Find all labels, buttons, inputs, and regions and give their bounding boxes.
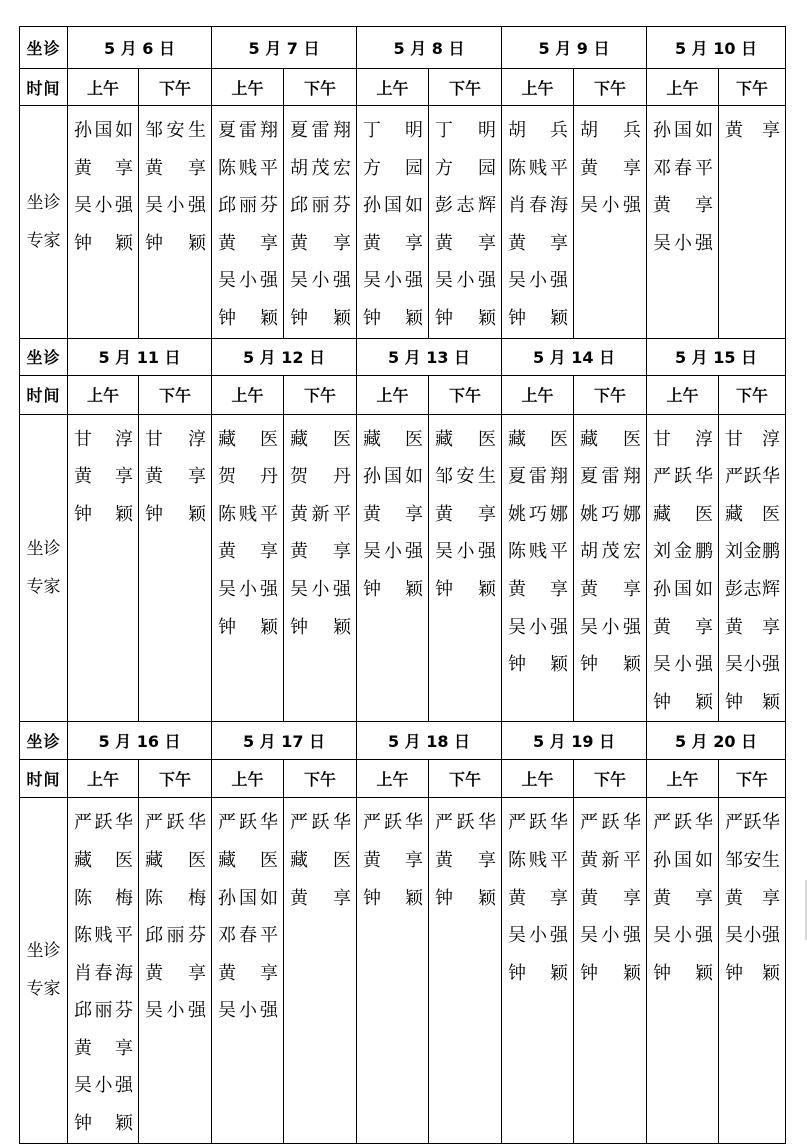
expert-name: 严 跃 华	[725, 812, 780, 834]
afternoon-header: 下午	[574, 69, 647, 106]
time-label-top: 坐诊	[20, 722, 68, 760]
expert-name: 方 园	[435, 157, 496, 179]
afternoon-experts	[284, 106, 357, 339]
expert-name: 吴 小 强	[508, 270, 568, 292]
expert-name: 孙 国 如	[653, 578, 713, 600]
expert-name: 孙 国 如	[653, 849, 713, 871]
expert-name: 严 跃 华	[653, 466, 713, 488]
expert-name: 吴 小 强	[580, 925, 641, 947]
expert-name: 方 园	[363, 157, 423, 179]
morning-experts	[212, 798, 284, 1143]
expert-name: 吴 小 强	[435, 270, 496, 292]
afternoon-experts	[429, 414, 502, 722]
afternoon-header: 下午	[139, 375, 212, 414]
afternoon-experts	[574, 414, 647, 722]
expert-name: 夏 雷 翔	[580, 466, 641, 488]
expert-name: 邱 丽 芬	[218, 195, 278, 217]
morning-header: 上午	[357, 375, 429, 414]
expert-name: 黄 享	[508, 887, 568, 909]
expert-name: 藏 医	[725, 503, 780, 525]
time-label-top: 坐诊	[20, 27, 68, 69]
expert-name: 钟 颖	[508, 307, 568, 329]
expert-name: 吴 小 强	[290, 578, 351, 600]
expert-name: 姚 巧 娜	[508, 503, 568, 525]
expert-name: 邹 安 生	[725, 849, 780, 871]
expert-name: 孙 国 如	[218, 887, 278, 909]
expert-name: 吴 小 强	[145, 195, 206, 217]
time-label-bottom: 时间	[20, 69, 68, 106]
expert-name: 吴 小 强	[653, 654, 713, 676]
expert-name: 黄 享	[725, 887, 780, 909]
morning-header: 上午	[647, 69, 719, 106]
afternoon-header: 下午	[284, 375, 357, 414]
time-label-bottom: 时间	[20, 375, 68, 414]
date-row	[20, 27, 786, 69]
expert-name: 钟 颖	[725, 691, 780, 713]
expert-name: 吴 小 强	[145, 1000, 206, 1022]
afternoon-header: 下午	[284, 760, 357, 798]
morning-experts	[68, 414, 139, 722]
expert-name: 吴 小 强	[74, 195, 133, 217]
expert-name: 吴 小 强	[653, 232, 713, 254]
morning-experts	[647, 106, 719, 339]
expert-name: 陈 贱 平	[508, 849, 568, 871]
expert-name: 严 跃 华	[290, 812, 351, 834]
expert-name: 藏 医	[653, 503, 713, 525]
expert-name: 藏 医	[363, 428, 423, 450]
expert-name: 黄 享	[653, 195, 713, 217]
expert-name: 钟 颖	[218, 616, 278, 638]
expert-name: 丁 明	[363, 120, 423, 141]
expert-name: 严 跃 华	[508, 812, 568, 834]
expert-name: 刘 金 鹏	[725, 541, 780, 563]
afternoon-experts	[139, 798, 212, 1143]
expert-name: 黄 享	[435, 849, 496, 871]
afternoon-experts	[574, 798, 647, 1143]
expert-name: 胡 兵	[580, 120, 641, 141]
date-row	[20, 722, 786, 760]
expert-name: 黄 享	[363, 849, 423, 871]
afternoon-experts	[429, 106, 502, 339]
expert-name: 钟 颖	[725, 962, 780, 984]
expert-name: 邹 安 生	[435, 466, 496, 488]
expert-name: 严 跃 华	[74, 812, 133, 834]
expert-name: 钟 颖	[74, 232, 133, 254]
expert-name: 藏 医	[218, 428, 278, 450]
expert-name: 钟 颖	[363, 887, 423, 909]
afternoon-experts	[719, 106, 786, 339]
expert-name: 黄 享	[435, 503, 496, 525]
expert-name: 严 跃 华	[363, 812, 423, 834]
expert-name: 黄 享	[435, 232, 496, 254]
expert-name: 严 跃 华	[725, 466, 780, 488]
expert-name: 孙 国 如	[363, 466, 423, 488]
morning-header: 上午	[212, 760, 284, 798]
expert-name: 钟 颖	[435, 887, 496, 909]
expert-name: 甘 淳	[74, 428, 133, 450]
morning-header: 上午	[647, 375, 719, 414]
expert-name: 邱 丽 芬	[290, 195, 351, 217]
expert-name: 黄 享	[145, 466, 206, 488]
morning-experts	[502, 106, 574, 339]
expert-name: 藏 医	[145, 849, 206, 871]
afternoon-experts	[429, 798, 502, 1143]
expert-name: 吴 小 强	[653, 925, 713, 947]
expert-name: 钟 颖	[218, 307, 278, 329]
expert-name: 邱 丽 芬	[74, 1000, 133, 1022]
expert-name: 夏 雷 翔	[218, 120, 278, 141]
expert-name: 严 跃 华	[653, 812, 713, 834]
expert-name: 钟 颖	[435, 307, 496, 329]
date-header: 5 月 20 日	[647, 722, 786, 760]
expert-name: 黄 享	[508, 578, 568, 600]
expert-name: 钟 颖	[363, 578, 423, 600]
expert-name: 严 跃 华	[435, 812, 496, 834]
morning-experts	[502, 414, 574, 722]
expert-name: 黄 享	[653, 887, 713, 909]
afternoon-header: 下午	[429, 760, 502, 798]
afternoon-experts	[284, 798, 357, 1143]
expert-name: 钟 颖	[653, 691, 713, 713]
afternoon-experts	[139, 414, 212, 722]
morning-experts	[68, 106, 139, 339]
afternoon-header: 下午	[719, 69, 786, 106]
expert-name: 吴 小 强	[580, 195, 641, 217]
expert-name: 严 跃 华	[218, 812, 278, 834]
expert-name: 黄 享	[74, 157, 133, 179]
expert-name: 钟 颖	[74, 503, 133, 525]
expert-name: 黄 享	[290, 541, 351, 563]
expert-name: 黄 享	[508, 232, 568, 254]
date-header: 5 月 18 日	[357, 722, 502, 760]
expert-name: 钟 颖	[145, 503, 206, 525]
expert-name: 藏 医	[290, 428, 351, 450]
afternoon-experts	[139, 106, 212, 339]
half-day-row	[20, 760, 786, 798]
expert-name: 陈 梅	[145, 887, 206, 909]
expert-name: 吴 小 强	[725, 925, 780, 947]
expert-name: 陈 贱 平	[508, 541, 568, 563]
experts-label-line1: 坐诊	[26, 941, 61, 962]
expert-name: 钟 颖	[508, 654, 568, 676]
expert-name: 钟 颖	[290, 616, 351, 638]
expert-name: 甘 淳	[725, 428, 780, 450]
morning-header: 上午	[502, 760, 574, 798]
expert-name: 吴 小 强	[218, 270, 278, 292]
expert-name: 藏 医	[290, 849, 351, 871]
expert-name: 陈 梅	[74, 887, 133, 909]
date-header: 5 月 6 日	[68, 27, 212, 69]
expert-name: 藏 医	[508, 428, 568, 450]
expert-name: 吴 小 强	[218, 578, 278, 600]
morning-experts	[357, 414, 429, 722]
expert-name: 夏 雷 翔	[290, 120, 351, 141]
morning-experts	[357, 798, 429, 1143]
morning-header: 上午	[68, 69, 139, 106]
experts-row	[20, 414, 786, 722]
expert-name: 钟 颖	[580, 654, 641, 676]
afternoon-header: 下午	[139, 760, 212, 798]
date-header: 5 月 8 日	[357, 27, 502, 69]
expert-name: 黄 享	[290, 887, 351, 909]
date-header: 5 月 19 日	[502, 722, 647, 760]
expert-name: 黄 享	[74, 1037, 133, 1059]
expert-name: 贺 丹	[218, 466, 278, 488]
expert-name: 陈 贱 平	[74, 925, 133, 947]
expert-name: 黄 享	[145, 962, 206, 984]
morning-experts	[647, 414, 719, 722]
morning-header: 上午	[212, 375, 284, 414]
date-row	[20, 338, 786, 375]
expert-name: 吴 小 强	[508, 925, 568, 947]
morning-header: 上午	[68, 375, 139, 414]
expert-name: 黄 享	[580, 157, 641, 179]
expert-name: 肖 春 海	[74, 962, 133, 984]
expert-name: 孙 国 如	[653, 120, 713, 141]
expert-name: 邹 安 生	[145, 120, 206, 141]
afternoon-header: 下午	[574, 375, 647, 414]
expert-name: 吴 小 强	[218, 1000, 278, 1022]
expert-name: 钟 颖	[653, 962, 713, 984]
half-day-row	[20, 375, 786, 414]
expert-name: 藏 医	[74, 849, 133, 871]
morning-header: 上午	[212, 69, 284, 106]
experts-label	[20, 106, 68, 339]
expert-name: 邱 丽 芬	[145, 925, 206, 947]
expert-name: 钟 颖	[508, 962, 568, 984]
expert-name: 孙 国 如	[363, 195, 423, 217]
expert-name: 钟 颖	[290, 307, 351, 329]
expert-name: 姚 巧 娜	[580, 503, 641, 525]
expert-name: 黄 享	[218, 962, 278, 984]
date-header: 5 月 14 日	[502, 338, 647, 375]
afternoon-experts	[284, 414, 357, 722]
morning-header: 上午	[502, 375, 574, 414]
expert-name: 丁 明	[435, 120, 496, 141]
expert-name: 严 跃 华	[145, 812, 206, 834]
expert-name: 黄 享	[363, 232, 423, 254]
expert-name: 吴 小 强	[363, 270, 423, 292]
expert-name: 吴 小 强	[725, 654, 780, 676]
afternoon-header: 下午	[429, 375, 502, 414]
expert-name: 吴 小 强	[290, 270, 351, 292]
expert-name: 吴 小 强	[74, 1075, 133, 1097]
afternoon-experts	[574, 106, 647, 339]
expert-name: 黄 享	[580, 887, 641, 909]
expert-name: 黄 享	[725, 120, 780, 141]
experts-label-line2: 专家	[26, 230, 61, 251]
experts-label	[20, 798, 68, 1143]
experts-label	[20, 414, 68, 722]
expert-name: 黄 享	[218, 232, 278, 254]
expert-name: 彭 志 辉	[725, 578, 780, 600]
date-header: 5 月 10 日	[647, 27, 786, 69]
expert-name: 吴 小 强	[508, 616, 568, 638]
experts-label-line1: 坐诊	[26, 192, 61, 213]
expert-name: 黄 新 平	[290, 503, 351, 525]
date-header: 5 月 7 日	[212, 27, 357, 69]
half-day-row	[20, 69, 786, 106]
expert-name: 黄 享	[290, 232, 351, 254]
date-header: 5 月 15 日	[647, 338, 786, 375]
date-header: 5 月 17 日	[212, 722, 357, 760]
date-header: 5 月 16 日	[68, 722, 212, 760]
morning-experts	[212, 414, 284, 722]
afternoon-experts	[719, 414, 786, 722]
expert-name: 钟 颖	[74, 1113, 133, 1135]
afternoon-header: 下午	[719, 760, 786, 798]
expert-name: 陈 贱 平	[218, 157, 278, 179]
experts-label-line1: 坐诊	[26, 538, 61, 559]
date-header: 5 月 9 日	[502, 27, 647, 69]
expert-name: 贺 丹	[290, 466, 351, 488]
expert-name: 黄 享	[145, 157, 206, 179]
expert-name: 钟 颖	[363, 307, 423, 329]
expert-name: 胡 茂 宏	[290, 157, 351, 179]
afternoon-header: 下午	[139, 69, 212, 106]
expert-name: 黄 享	[74, 466, 133, 488]
morning-header: 上午	[647, 760, 719, 798]
experts-label-line2: 专家	[26, 979, 61, 1000]
expert-name: 陈 贱 平	[218, 503, 278, 525]
expert-name: 严 跃 华	[580, 812, 641, 834]
expert-name: 藏 医	[218, 849, 278, 871]
morning-header: 上午	[68, 760, 139, 798]
morning-header: 上午	[502, 69, 574, 106]
expert-name: 黄 享	[725, 616, 780, 638]
schedule-table	[19, 26, 786, 1144]
expert-name: 陈 贱 平	[508, 157, 568, 179]
experts-row	[20, 106, 786, 339]
expert-name: 胡 兵	[508, 120, 568, 141]
expert-name: 钟 颖	[435, 578, 496, 600]
experts-row	[20, 798, 786, 1143]
expert-name: 邓 春 平	[653, 157, 713, 179]
expert-name: 钟 颖	[580, 962, 641, 984]
experts-label-line2: 专家	[26, 576, 61, 597]
expert-name: 黄 享	[580, 578, 641, 600]
date-header: 5 月 12 日	[212, 338, 357, 375]
expert-name: 甘 淳	[653, 428, 713, 450]
time-label-bottom: 时间	[20, 760, 68, 798]
morning-experts	[502, 798, 574, 1143]
date-header: 5 月 11 日	[68, 338, 212, 375]
expert-name: 孙 国 如	[74, 120, 133, 141]
morning-experts	[212, 106, 284, 339]
morning-experts	[357, 106, 429, 339]
expert-name: 藏 医	[580, 428, 641, 450]
expert-name: 黄 享	[363, 503, 423, 525]
date-header: 5 月 13 日	[357, 338, 502, 375]
morning-header: 上午	[357, 69, 429, 106]
morning-header: 上午	[357, 760, 429, 798]
afternoon-header: 下午	[284, 69, 357, 106]
expert-name: 夏 雷 翔	[508, 466, 568, 488]
expert-name: 胡 茂 宏	[580, 541, 641, 563]
expert-name: 钟 颖	[145, 232, 206, 254]
time-label-top: 坐诊	[20, 338, 68, 375]
expert-name: 藏 医	[435, 428, 496, 450]
morning-experts	[68, 798, 139, 1143]
expert-name: 甘 淳	[145, 428, 206, 450]
morning-experts	[647, 798, 719, 1143]
afternoon-header: 下午	[719, 375, 786, 414]
expert-name: 吴 小 强	[363, 541, 423, 563]
expert-name: 邓 春 平	[218, 925, 278, 947]
expert-name: 黄 享	[218, 541, 278, 563]
afternoon-header: 下午	[574, 760, 647, 798]
expert-name: 黄 新 平	[580, 849, 641, 871]
expert-name: 刘 金 鹏	[653, 541, 713, 563]
expert-name: 吴 小 强	[435, 541, 496, 563]
expert-name: 彭 志 辉	[435, 195, 496, 217]
afternoon-header: 下午	[429, 69, 502, 106]
expert-name: 肖 春 海	[508, 195, 568, 217]
expert-name: 黄 享	[653, 616, 713, 638]
expert-name: 吴 小 强	[580, 616, 641, 638]
afternoon-experts	[719, 798, 786, 1143]
